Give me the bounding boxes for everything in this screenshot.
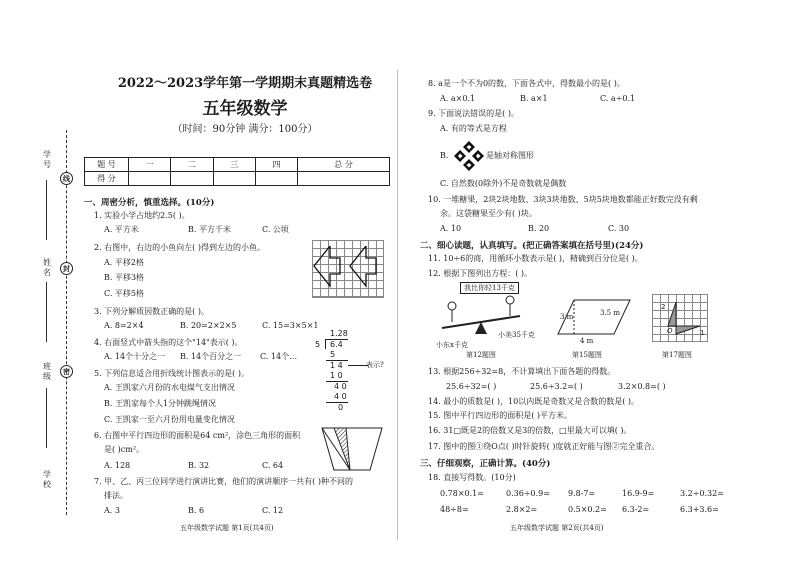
- arrow-note: 表示?: [366, 361, 384, 369]
- speech-bubble: 我比你轻13千克: [460, 282, 519, 294]
- option: B. 王凯家每个人1分钟跳绳情况: [104, 399, 217, 408]
- calc-item: 6.3+3.6=: [680, 505, 719, 514]
- division-quotient: 1.28: [330, 329, 348, 338]
- seesaw-left-label: 小东x千克: [436, 341, 468, 349]
- parallelogram-figure: [320, 426, 388, 472]
- score-input[interactable]: [298, 172, 390, 186]
- score-cell: 得 分: [85, 172, 129, 186]
- option: C. 64: [262, 461, 284, 470]
- seal-secret-mark: 密: [60, 365, 73, 378]
- label-class: 班级: [43, 362, 51, 381]
- question-6-cont: 是( )cm²。: [104, 445, 145, 454]
- q13-item: 25.6÷32=( ): [446, 382, 497, 391]
- option: C. 自然数(0除外)不是奇数就是偶数: [440, 179, 567, 188]
- question-9: 9. 下面说法错误的是( )。: [428, 109, 519, 118]
- score-cell: 题 号: [85, 158, 129, 172]
- option: B. 平方千米: [188, 225, 231, 234]
- exam-subject: 五年级数学: [202, 99, 288, 119]
- page-footer-1: 五年级数学试题 第1页(共4页): [180, 524, 274, 532]
- score-cell: 二: [171, 158, 213, 172]
- calc-item: 16.9-9=: [622, 489, 655, 498]
- exam-info: （时间：90分钟 满分：100分）: [172, 124, 318, 135]
- arrow-line: [348, 365, 368, 366]
- division-step: 0: [338, 403, 344, 412]
- column-divider: [397, 70, 398, 540]
- option: B. a×1: [520, 94, 548, 103]
- figure-15-caption: 第15题图: [572, 351, 602, 359]
- option-b-prefix: B.: [440, 151, 449, 160]
- calc-item: 9.8-7=: [568, 489, 596, 498]
- option: A. 14个十分之一: [104, 352, 166, 361]
- option: A. 128: [104, 461, 131, 470]
- division-step: 5: [330, 350, 336, 359]
- origin-label: O: [667, 327, 673, 335]
- calc-item: 2.8×2=: [506, 505, 538, 514]
- option: A. a×0.1: [440, 94, 476, 103]
- score-cell: 四: [255, 158, 297, 172]
- symmetric-shape-figure: [452, 139, 486, 173]
- calc-item: 0.5×0.2=: [568, 505, 607, 514]
- option: C. 30: [608, 224, 630, 233]
- question-15: 15. 图中平行四边形的面积是( )平方米。: [428, 411, 573, 420]
- option: C. a÷0.1: [600, 94, 636, 103]
- question-1: 1. 实验小学占地约2.5( )。: [94, 211, 190, 220]
- option: C. 15=3×5×1: [262, 321, 319, 330]
- division-step: 4 0: [334, 392, 347, 401]
- division-dividend: 6.4: [330, 340, 343, 349]
- calc-item: 0.78×0.1=: [440, 489, 484, 498]
- question-4: 4. 右面竖式中箭头指的这个"14"表示( )。: [94, 338, 243, 347]
- score-cell: 三: [213, 158, 255, 172]
- base-label: 4 m: [580, 337, 594, 345]
- height-label: 3 m: [560, 313, 574, 321]
- question-6: 6. 右图中平行四边形的面积是64 cm²，涂色三角形的面积: [94, 431, 301, 440]
- division-step: 1 0: [330, 371, 343, 380]
- question-5: 5. 下列信息适合用折线统计图表示的是( )。: [94, 369, 249, 378]
- underline: [46, 282, 47, 342]
- fish-grid-figure: [312, 240, 384, 298]
- question-7-cont: 排法。: [104, 491, 128, 500]
- seesaw-right-label: 小美35千克: [498, 331, 535, 339]
- exam-title: 2022～2023学年第一学期期末真题精选卷: [117, 76, 373, 91]
- calc-item: 0.36÷0.9=: [506, 489, 550, 498]
- long-division-figure: [306, 328, 386, 412]
- option: C. 12: [262, 506, 284, 515]
- side-label: 3.5 m: [600, 309, 620, 317]
- seal-seal-mark: 封: [60, 262, 73, 275]
- score-input[interactable]: [171, 172, 213, 186]
- shape-1-label: 1: [700, 329, 705, 337]
- figure-17-caption: 第17题图: [662, 351, 692, 359]
- question-17: 17. 图中的图①绕O点( )时针旋转( )度就正好能与图②完全重合。: [428, 442, 660, 451]
- section-1-heading: 一、周密分析，慎重选择。(10分): [84, 198, 215, 208]
- score-input[interactable]: [255, 172, 297, 186]
- option: C. 王凯家一至六月份用电量变化情况: [104, 415, 235, 424]
- score-cell: 一: [129, 158, 171, 172]
- question-2: 2. 右图中，右边的小鱼向左( )得到左边的小鱼。: [94, 243, 265, 252]
- page-footer-2: 五年级数学试题 第2页(共4页): [510, 524, 604, 532]
- section-3-heading: 三、仔细观察，正确计算。(40分): [420, 459, 551, 469]
- score-input[interactable]: [129, 172, 171, 186]
- division-divisor: 5: [315, 340, 321, 349]
- question-16: 16. 31□既是2的倍数又是3的倍数，□里最大可以填( )。: [428, 426, 632, 435]
- figure-12-caption: 第12题图: [466, 351, 496, 359]
- underline: [46, 388, 47, 448]
- label-school: 学校: [43, 470, 51, 489]
- option: A. 平移2格: [104, 258, 144, 267]
- option: B. 6: [188, 506, 205, 515]
- question-8: 8. a是一个不为0的数，下面各式中，得数最小的是( )。: [428, 79, 625, 88]
- rotation-grid-figure: [652, 294, 708, 342]
- option: C. 平移5格: [104, 289, 145, 298]
- score-table-header-row: [85, 158, 390, 172]
- question-10: 10. 一堆糖果，2块2块地数、3块3块地数、5块5块地数都能正好数完没有剩: [428, 195, 698, 204]
- option: C. 公顷: [262, 225, 289, 234]
- fish-shapes: [312, 240, 384, 298]
- option: A. 8=2×4: [104, 321, 144, 330]
- option: A. 3: [104, 506, 120, 515]
- score-table-score-row: [85, 172, 390, 186]
- option: A. 10: [440, 224, 462, 233]
- binding-margin: [0, 0, 72, 561]
- score-table: [84, 157, 390, 186]
- q13-item: 3.2×0.8=( ): [618, 382, 666, 391]
- option: B. 32: [188, 461, 210, 470]
- division-step: 4 0: [334, 382, 347, 391]
- seal-line-mark: 线: [60, 172, 73, 185]
- question-11: 11. 10÷6的商，用循环小数表示是( )，精确到百分位是( )。: [428, 254, 643, 263]
- question-3: 3. 下列分解质因数正确的是( )。: [94, 307, 209, 316]
- division-line: [326, 402, 348, 403]
- option: B. 20: [528, 224, 550, 233]
- option: A. 有的等式是方程: [440, 124, 507, 133]
- label-name: 姓名: [43, 258, 51, 277]
- question-7: 7. 甲、乙、丙三位同学进行演讲比赛，他们的演讲顺序一共有( )种不同的: [94, 477, 353, 486]
- cut-line: [66, 130, 67, 515]
- option-b-text: 是轴对称图形: [486, 151, 534, 160]
- question-12: 12. 根据下图列出方程：( )。: [428, 269, 533, 278]
- calc-item: 48÷8=: [440, 505, 469, 514]
- option: A. 平方米: [104, 225, 139, 234]
- seesaw-figure: [436, 282, 540, 354]
- question-18: 18. 直接写得数。(10分): [428, 473, 516, 482]
- division-bracket: [325, 339, 326, 349]
- score-cell: 总 分: [298, 158, 390, 172]
- label-student-id: 学号: [43, 150, 51, 169]
- section-2-heading: 二、细心读题，认真填写。(把正确答案填在括号里)(24分): [420, 241, 644, 251]
- calc-item: 6.3-2=: [622, 505, 650, 514]
- option: B. 平移3格: [104, 273, 145, 282]
- question-10-cont: 余。这袋糖果至少有( )块。: [440, 209, 537, 218]
- option: A. 王凯家六月份的水电煤气支出情况: [104, 383, 235, 392]
- parallelogram-15-figure: [556, 294, 632, 350]
- option: C. 14个…: [260, 352, 298, 361]
- calc-item: 3.2÷0.32=: [680, 489, 724, 498]
- score-input[interactable]: [213, 172, 255, 186]
- question-14: 14. 最小的质数是( )，10以内既是奇数又是合数的数是( )。: [428, 397, 640, 406]
- underline: [46, 180, 47, 240]
- question-13: 13. 根据256÷32=8，不计算填出下面各题的得数。: [428, 367, 616, 376]
- shape-2-label: 2: [661, 303, 666, 311]
- option: B. 20=2×2×5: [180, 321, 237, 330]
- q13-item: 25.6÷3.2=( ): [530, 382, 583, 391]
- option: B. 14个百分之一: [180, 352, 242, 361]
- division-step-14: 1 4: [330, 361, 343, 370]
